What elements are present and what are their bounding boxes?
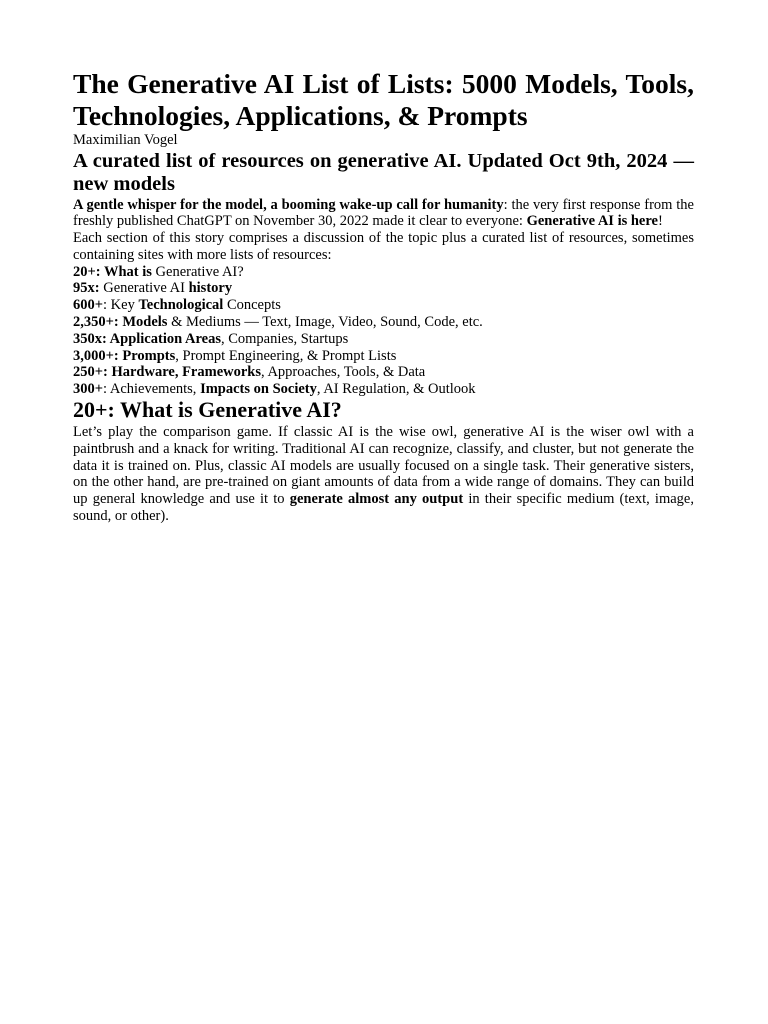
intro-paragraph (73, 197, 694, 231)
toc-item (73, 331, 694, 348)
toc-item-bold: Technological (138, 297, 224, 314)
toc-item (73, 364, 694, 381)
table-of-contents (73, 264, 694, 398)
article-title: The Generative AI List of Lists: 5000 Models, Tools, Technologies, Applications, & Prompts (73, 68, 694, 131)
toc-item-text: , Approaches, Tools, & Data (261, 364, 426, 381)
toc-item-text: , Companies, Startups (220, 330, 349, 347)
toc-item (73, 297, 694, 314)
toc-item-text: , AI Regulation, & Outlook (316, 381, 476, 398)
toc-item-text: : Achievements, (103, 381, 201, 398)
toc-item (73, 348, 694, 365)
author-name: Maximilian Vogel (73, 132, 178, 148)
toc-item-text: Concepts (223, 297, 281, 314)
body-text: Let’s play the comparison game. If classic AI is the wise owl, generative AI is the wiser owl with a paintbrush and a knack for writing. Traditional AI can recognize, classify, and cluster, but not generate the data it is trained on. Plus, classic AI models are usually focused on a single task. Their generative sisters, on the other hand, are pre-trained on giant amounts of data from a wide range of domains. They can build up general knowledge and use it to (73, 424, 694, 508)
toc-item-bold: 95x: (73, 280, 100, 297)
toc-item (73, 314, 694, 331)
body-text-end: in their specific medium (text, image, sound, or other). (73, 491, 694, 525)
toc-item (73, 381, 694, 398)
body-bold: generate almost any output (289, 491, 464, 508)
body-paragraph (73, 424, 694, 525)
toc-item-bold: 3,000+: Prompts (73, 347, 176, 364)
sections-intro-paragraph: Each section of this story comprises a discussion of the topic plus a curated list of resources, sometimes containing sites with more lists of resources: (73, 230, 694, 263)
toc-item-text: Generative AI (99, 280, 189, 297)
toc-item-bold: history (188, 280, 233, 297)
toc-item-text: & Mediums — Text, Image, Video, Sound, Code, etc. (167, 314, 483, 331)
section-heading: 20+: What is Generative AI? (73, 397, 342, 423)
toc-item-bold: 300+ (73, 381, 104, 398)
intro-text: : the very first response from the freshly published ChatGPT on November 30, 2022 made it clear to everyone: (73, 196, 694, 230)
toc-item-bold: 20+: What is (73, 263, 152, 280)
toc-item (73, 280, 694, 297)
toc-item-bold: 350x: Application Areas (73, 330, 221, 347)
toc-item-bold: Impacts on Society (200, 381, 317, 398)
article (73, 68, 694, 525)
toc-item-bold: 2,350+: Models (73, 314, 168, 331)
toc-item-bold: 250+: Hardware, Frameworks (73, 364, 261, 381)
toc-item-text: Generative AI? (151, 263, 244, 280)
toc-item (73, 264, 694, 281)
toc-item-bold: 600+ (73, 297, 104, 314)
intro-bold-quote: A gentle whisper for the model, a booming wake-up call for humanity (73, 196, 504, 213)
toc-item-text: , Prompt Engineering, & Prompt Lists (175, 347, 397, 364)
intro-bold-generative: Generative AI is here (526, 213, 658, 230)
intro-text-end: ! (657, 213, 663, 230)
toc-item-text: : Key (103, 297, 139, 314)
article-subtitle: A curated list of resources on generative AI. Updated Oct 9th, 2024 — new models (73, 149, 694, 195)
